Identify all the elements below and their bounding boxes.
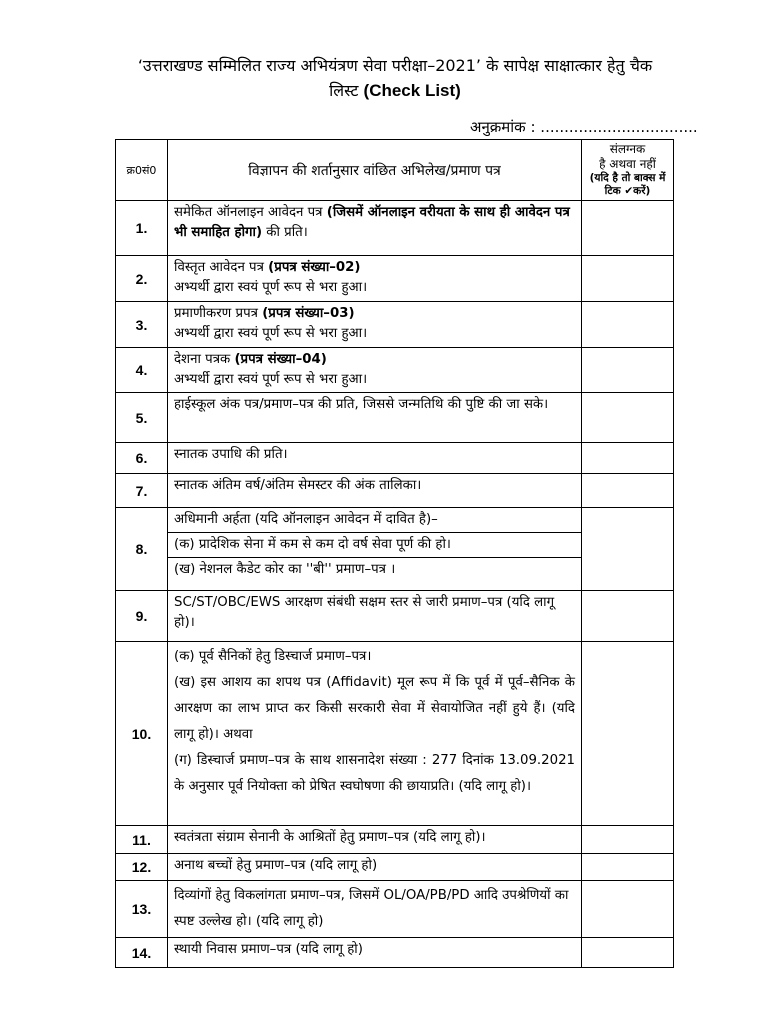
row-text-c: अभ्यर्थी द्वारा स्वयं पूर्ण रूप से भरा हुआ। (174, 326, 368, 341)
table-row (116, 393, 674, 443)
row-text-b: (ख) इस आशय का शपथ पत्र (Affidavit) मूल रूप में कि पूर्व में पूर्व–सैनिक के आरक्षण का लाभ प्राप्त कर किसी सरकारी सेवा में सेवायोजित नहीं हुये हैं। (यदि लागू हो)। अथवा (174, 675, 575, 742)
row-text-c: अभ्यर्थी द्वारा स्वयं पूर्ण रूप से भरा हुआ। (174, 280, 368, 295)
row-text-b: (प्रपत्र संख्या–03) (262, 306, 355, 321)
tick-box[interactable] (582, 474, 674, 508)
serial-blank: ................................. (540, 118, 698, 136)
table-row (116, 348, 674, 393)
tick-box[interactable] (582, 854, 674, 881)
col-attached-1: संलग्नक (609, 142, 646, 156)
table-row (116, 591, 674, 642)
tick-box[interactable] (582, 348, 674, 393)
title-checklist: (Check List) (363, 81, 461, 100)
row-text-c: (ख) नेशनल कैडेट कोर का ''बी'' प्रमाण–पत्र । (168, 557, 581, 580)
tick-box[interactable] (582, 938, 674, 968)
row-number: 2. (116, 256, 168, 302)
table-row (116, 474, 674, 508)
serial-label: अनुक्रमांक : (470, 118, 536, 136)
row-text-b: (जिसमें ऑनलाइन वरीयता के साथ ही आवेदन पत्र भी समाहित होगा) (174, 205, 570, 240)
serial-number-field (470, 117, 698, 137)
table-row (116, 302, 674, 348)
tick-box[interactable] (582, 256, 674, 302)
col-serial-no: क्र0सं0 (116, 140, 168, 201)
row-text-a: समेकित ऑनलाइन आवेदन पत्र (174, 205, 327, 220)
row-number: 9. (116, 591, 168, 642)
row-text: स्वतंत्रता संग्राम सेनानी के आश्रितों हेतु प्रमाण–पत्र (यदि लागू हो)। (168, 826, 582, 854)
title-line-1: ‘उत्तराखण्ड सम्मिलित राज्य अभियंत्रण सेवा परीक्षा–2021’ के सापेक्ष साक्षात्कार हेतु चैक (137, 56, 653, 75)
row-text (168, 348, 582, 393)
tick-box[interactable] (582, 302, 674, 348)
row-text: दिव्यांगों हेतु विकलांगता प्रमाण–पत्र, जिसमें OL/OA/PB/PD आदि उपश्रेणियों का स्पष्ट उल्लेख हो। (यदि लागू हो) (168, 881, 582, 938)
row-text-b: (प्रपत्र संख्या–04) (234, 352, 327, 367)
row-number: 10. (116, 642, 168, 826)
row-text: स्नातक अंतिम वर्ष/अंतिम सेमस्टर की अंक तालिका। (168, 474, 582, 508)
row-number: 12. (116, 854, 168, 881)
row-text (168, 642, 582, 826)
row-number: 8. (116, 508, 168, 591)
document-title (100, 53, 690, 103)
row-text: SC/ST/OBC/EWS आरक्षण संबंधी सक्षम स्तर से जारी प्रमाण–पत्र (यदि लागू हो)। (168, 591, 582, 642)
tick-box[interactable] (582, 642, 674, 826)
row-text (168, 508, 582, 591)
row-number: 7. (116, 474, 168, 508)
row-number: 13. (116, 881, 168, 938)
tick-box[interactable] (582, 201, 674, 256)
title-list-word: लिस्ट (329, 81, 359, 100)
table-header (116, 140, 674, 201)
table-row (116, 201, 674, 256)
row-text: हाईस्कूल अंक पत्र/प्रमाण–पत्र की प्रति, जिससे जन्मतिथि की पुष्टि की जा सके। (168, 393, 582, 443)
table-row (116, 854, 674, 881)
table-row (116, 508, 674, 591)
col-document: विज्ञापन की शर्तानुसार वांछित अभिलेख/प्रमाण पत्र (168, 140, 582, 201)
col-attached-3: (यदि है तो बाक्स में टिक ✔करें) (589, 172, 666, 197)
row-text-b: (क) प्रादेशिक सेना में कम से कम दो वर्ष सेवा पूर्ण की हो। (168, 532, 581, 555)
row-text (168, 302, 582, 348)
row-text-c: (ग) डिस्चार्ज प्रमाण–पत्र के साथ शासनादेश संख्या : 277 दिनांक 13.09.2021 के अनुसार पूर्व नियोक्ता को प्रेषित स्वघोषणा की छायाप्रति। (यदि लागू हो)। (174, 753, 575, 794)
row-text-c: अभ्यर्थी द्वारा स्वयं पूर्ण रूप से भरा हुआ। (174, 372, 368, 387)
tick-box[interactable] (582, 881, 674, 938)
row-text: स्थायी निवास प्रमाण–पत्र (यदि लागू हो) (168, 938, 582, 968)
row-number: 1. (116, 201, 168, 256)
table-row (116, 938, 674, 968)
tick-box[interactable] (582, 826, 674, 854)
checklist-table (115, 139, 674, 968)
row-number: 14. (116, 938, 168, 968)
row-text-c: की प्रति। (262, 225, 308, 240)
row-text-a: (क) पूर्व सैनिकों हेतु डिस्चार्ज प्रमाण–पत्र। (174, 649, 372, 664)
row-text (168, 256, 582, 302)
tick-box[interactable] (582, 443, 674, 474)
title-line-2 (100, 78, 690, 103)
table-row (116, 881, 674, 938)
row-text: अनाथ बच्चों हेतु प्रमाण–पत्र (यदि लागू हो) (168, 854, 582, 881)
row-text (168, 201, 582, 256)
row-number: 5. (116, 393, 168, 443)
tick-box[interactable] (582, 591, 674, 642)
row-text-a: विस्तृत आवेदन पत्र (174, 260, 269, 275)
col-attached-2: है अथवा नहीं (599, 157, 656, 171)
col-attached (582, 140, 674, 201)
row-text-a: प्रमाणीकरण प्रपत्र (174, 306, 263, 321)
row-number: 6. (116, 443, 168, 474)
table-row (116, 642, 674, 826)
row-number: 11. (116, 826, 168, 854)
row-text-a: अधिमानी अर्हता (यदि ऑनलाइन आवेदन में दावित है)– (174, 512, 438, 527)
row-text-b: (प्रपत्र संख्या–02) (268, 260, 361, 275)
tick-box[interactable] (582, 508, 674, 591)
tick-box[interactable] (582, 393, 674, 443)
row-number: 3. (116, 302, 168, 348)
table-row (116, 443, 674, 474)
row-text-a: देशना पत्रक (174, 352, 235, 367)
table-row (116, 826, 674, 854)
row-number: 4. (116, 348, 168, 393)
row-text: स्नातक उपाधि की प्रति। (168, 443, 582, 474)
table-row (116, 256, 674, 302)
